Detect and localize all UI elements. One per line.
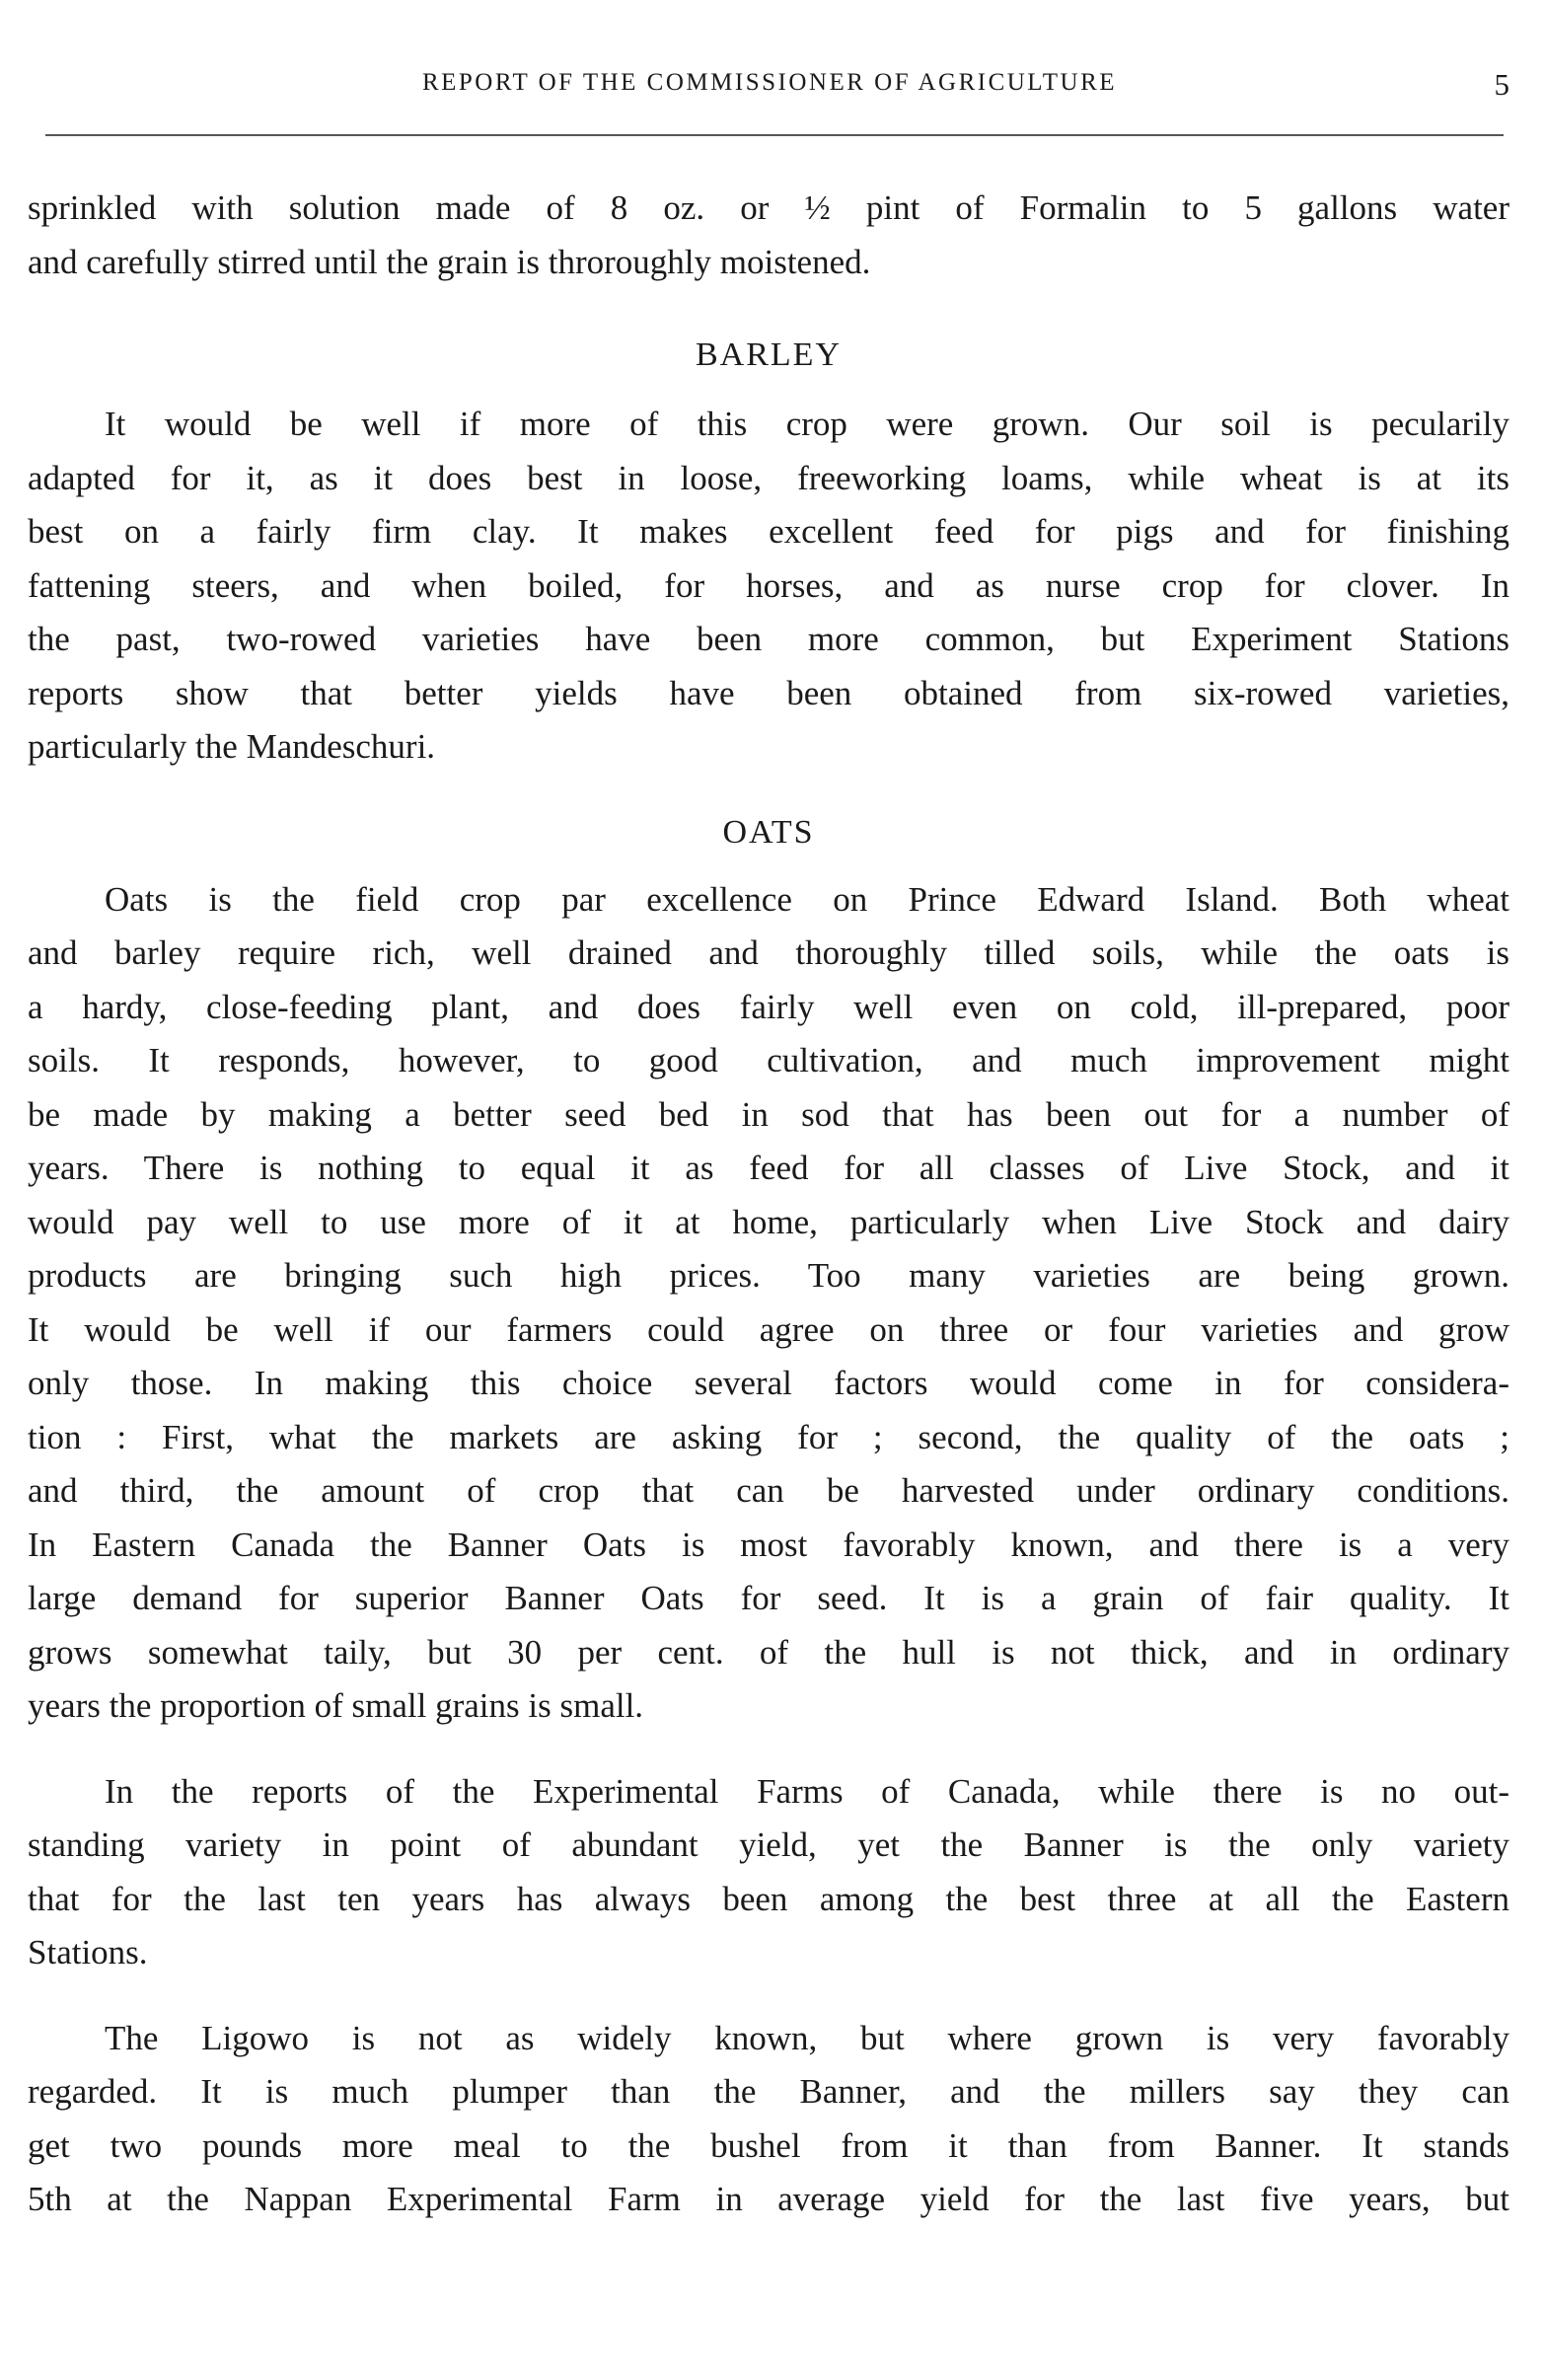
- oats-paragraph-1: [28, 873, 1509, 1734]
- paragraph-gap: [28, 1734, 1509, 1765]
- text-line: only those. In making this choice several factors would come in for considera-: [28, 1364, 1509, 1402]
- text-line: soils. It responds, however, to good cultivation, and much improvement might: [28, 1041, 1509, 1079]
- text-line: products are bringing such high prices. Too many varieties are being grown.: [28, 1256, 1509, 1295]
- text-line: would pay well to use more of it at home, particularly when Live Stock and dairy: [28, 1202, 1509, 1241]
- section-heading-oats: OATS: [722, 813, 815, 851]
- text-line: be made by making a better seed bed in sod that has been out for a number of: [28, 1094, 1509, 1134]
- page-number: 5: [1494, 67, 1509, 102]
- running-title: REPORT OF THE COMMISSIONER OF AGRICULTURE: [421, 69, 1118, 96]
- section-heading-barley: BARLEY: [696, 336, 842, 373]
- text-line: standing variety in point of abundant yield, yet the Banner is the only variety: [28, 1825, 1509, 1864]
- text-line: and third, the amount of crop that can be harvested under ordinary conditions.: [28, 1471, 1509, 1510]
- running-header: [30, 69, 1509, 109]
- text-line: 5th at the Nappan Experimental Farm in average yield for the last five years, but: [28, 2180, 1509, 2218]
- text-line: particularly the Mandeschuri.: [28, 727, 436, 766]
- text-line: the past, two-rowed varieties have been more common, but Experiment Stations: [28, 620, 1509, 658]
- text-line: years the proportion of small grains is small.: [28, 1686, 644, 1725]
- text-line: get two pounds more meal to the bushel from it than from Banner. It stands: [28, 2125, 1509, 2165]
- text-line: years. There is nothing to equal it as feed for all classes of Live Stock, and it: [28, 1149, 1509, 1187]
- header-rule: [45, 134, 1504, 136]
- text-line: that for the last ten years has always been among the best three at all the Eastern: [28, 1879, 1509, 1918]
- text-line: Oats is the field crop par excellence on Prince Edward Island. Both wheat: [105, 879, 1509, 919]
- page-body: [28, 182, 1509, 2227]
- text-line: and carefully stirred until the grain is throroughly moistened.: [28, 242, 871, 281]
- text-line: regarded. It is much plumper than the Banner, and the millers say they can: [28, 2072, 1509, 2111]
- text-line: and barley require rich, well drained and thoroughly tilled soils, while the oats is: [28, 933, 1509, 972]
- barley-paragraph: [28, 398, 1509, 775]
- text-line: In Eastern Canada the Banner Oats is most favorably known, and there is a very: [28, 1525, 1509, 1564]
- text-line: Stations.: [28, 1933, 148, 1971]
- text-line: a hardy, close-feeding plant, and does fairly well even on cold, ill-prepared, poor: [28, 987, 1509, 1026]
- text-line: grows somewhat taily, but 30 per cent. of the hull is not thick, and in ordinary: [28, 1632, 1509, 1672]
- text-line: It would be well if our farmers could agree on three or four varieties and grow: [28, 1309, 1509, 1349]
- paragraph-gap: [28, 1980, 1509, 2012]
- text-line: reports show that better yields have been obtained from six-rowed varieties,: [28, 673, 1509, 712]
- text-line: adapted for it, as it does best in loose, freeworking loams, while wheat is at its: [28, 458, 1509, 497]
- text-line: tion : First, what the markets are asking for ; second, the quality of the oats ;: [28, 1417, 1509, 1456]
- text-line: In the reports of the Experimental Farms of Canada, while there is no out-: [105, 1771, 1509, 1811]
- text-line: fattening steers, and when boiled, for horses, and as nurse crop for clover. In: [28, 565, 1509, 605]
- oats-paragraph-2: [28, 1765, 1509, 1980]
- text-line: large demand for superior Banner Oats for seed. It is a grain of fair quality. It: [28, 1579, 1509, 1617]
- intro-paragraph: [28, 182, 1509, 289]
- text-line: The Ligowo is not as widely known, but where grown is very favorably: [105, 2018, 1509, 2057]
- text-line: sprinkled with solution made of 8 oz. or ½ pint of Formalin to 5 gallons water: [28, 188, 1509, 227]
- text-line: It would be well if more of this crop were grown. Our soil is pecularily: [105, 405, 1509, 443]
- text-line: best on a fairly firm clay. It makes excellent feed for pigs and for finishing: [28, 512, 1509, 551]
- oats-paragraph-3: [28, 2012, 1509, 2227]
